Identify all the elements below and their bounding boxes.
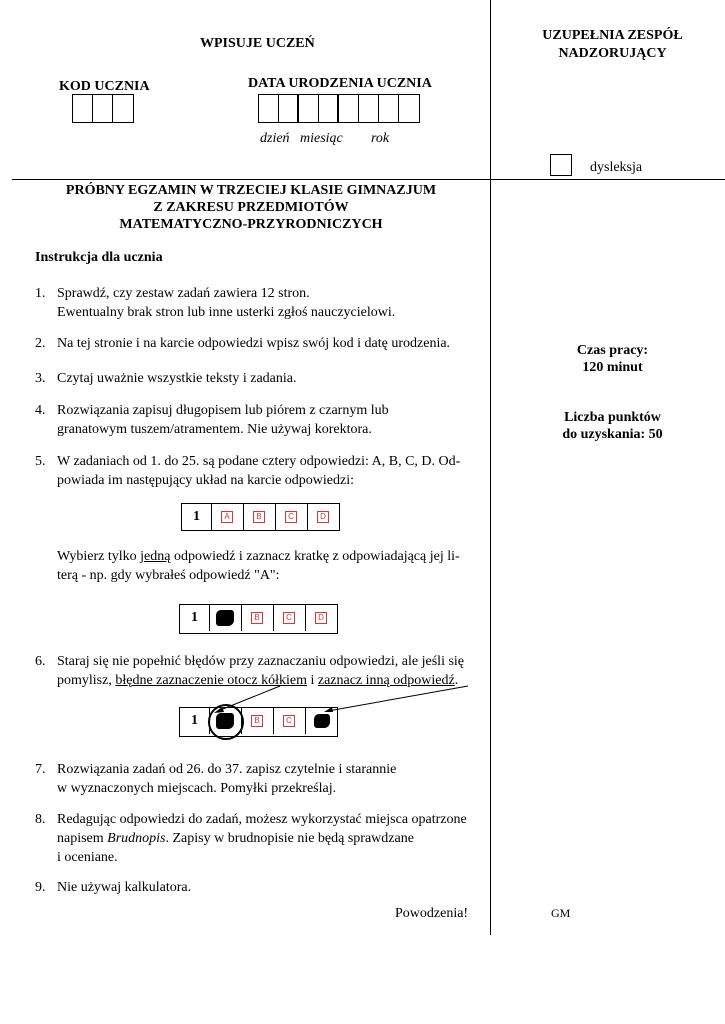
instruction-3: Czytaj uważnie wszystkie teksty i zadania. bbox=[57, 371, 297, 386]
item-number: 6. bbox=[35, 654, 46, 669]
dob-boxes[interactable] bbox=[258, 94, 420, 123]
instruction-6: Staraj się nie popełnić błędów przy zaznaczaniu odpowiedzi, ale jeśli się pomylisz, błędne zaznaczenie otocz kółkiem i zaznacz inną odpowiedź. bbox=[57, 654, 465, 688]
instruction-4: Rozwiązania zapisuj długopisem lub piórem z czarnym lub granatowym tuszem/atramentem. Nie używaj korektora. bbox=[57, 403, 389, 437]
instruction-5-choose: Wybierz tylko jedną odpowiedź i zaznacz kratkę z odpowiadającą jej li- terą - np. gdy wybrałeś odpowiedź "A": bbox=[57, 549, 460, 583]
student-section-label: WPISUJE UCZEŃ bbox=[200, 36, 315, 51]
time-value: 120 minut bbox=[582, 360, 643, 375]
points-label: Liczba punktów bbox=[564, 410, 661, 425]
dob-day-caption: dzień bbox=[260, 131, 290, 146]
dob-month-caption: miesiąc bbox=[300, 131, 343, 146]
answer-marked-example bbox=[179, 604, 338, 634]
item-number: 9. bbox=[35, 880, 46, 895]
item-number: 4. bbox=[35, 403, 46, 418]
item-number: 3. bbox=[35, 371, 46, 386]
answer-corrected-example bbox=[179, 707, 338, 737]
student-code-boxes[interactable] bbox=[72, 94, 134, 123]
instruction-9: Nie używaj kalkulatora. bbox=[57, 880, 192, 895]
option-c: C bbox=[283, 612, 295, 624]
instructions-heading: Instrukcja dla ucznia bbox=[35, 250, 163, 265]
option-b: B bbox=[253, 511, 265, 523]
closing-text: Powodzenia! bbox=[395, 906, 469, 921]
item-number: 2. bbox=[35, 336, 46, 351]
dyslexia-checkbox[interactable] bbox=[550, 154, 572, 176]
answer-layout-example bbox=[181, 503, 340, 531]
item-number: 5. bbox=[35, 454, 46, 469]
item-number: 1. bbox=[35, 286, 46, 301]
option-c: C bbox=[285, 511, 297, 523]
answer-number: 1 bbox=[180, 605, 210, 631]
instruction-5: W zadaniach od 1. do 25. są podane cztery odpowiedzi: A, B, C, D. Od- powiada im następujący układ na karcie odpowiedzi: bbox=[57, 454, 461, 488]
dob-label: DATA URODZENIA UCZNIA bbox=[248, 76, 432, 91]
option-c: C bbox=[283, 715, 295, 727]
answer-number: 1 bbox=[182, 504, 212, 530]
supervisor-label-1: UZUPEŁNIA ZESPÓŁ bbox=[542, 28, 683, 43]
dyslexia-label: dysleksja bbox=[590, 160, 643, 175]
time-label: Czas pracy: bbox=[576, 343, 649, 358]
student-code-label: KOD UCZNIA bbox=[59, 79, 150, 94]
supervisor-label-2: NADZORUJĄCY bbox=[558, 46, 667, 61]
option-a: A bbox=[221, 511, 233, 523]
option-b: B bbox=[251, 715, 263, 727]
instruction-7: Rozwiązania zadań od 26. do 37. zapisz czytelnie i starannie w wyznaczonych miejscach. Pomyłki przekreślaj. bbox=[57, 762, 397, 796]
dob-year-caption: rok bbox=[371, 131, 390, 146]
exam-title-3: MATEMATYCZNO-PRZYRODNICZYCH bbox=[119, 217, 383, 232]
item-number: 8. bbox=[35, 812, 46, 827]
exam-title-1: PRÓBNY EGZAMIN W TRZECIEJ KLASIE GIMNAZJUM bbox=[65, 183, 437, 198]
instruction-1: Sprawdź, czy zestaw zadań zawiera 12 stron. Ewentualny brak stron lub inne usterki zgłoś nauczycielowi. bbox=[57, 286, 396, 320]
instruction-2: Na tej stronie i na karcie odpowiedzi wpisz swój kod i datę urodzenia. bbox=[57, 336, 451, 351]
filled-mark bbox=[216, 713, 234, 729]
instruction-8: Redagując odpowiedzi do zadań, możesz wykorzystać miejsca opatrzone napisem Brudnopis. Zapisy w brudnopisie nie będą sprawdzane i oceniane. bbox=[57, 812, 467, 865]
exam-title-2: Z ZAKRESU PRZEDMIOTÓW bbox=[153, 200, 349, 215]
item-number: 7. bbox=[35, 762, 46, 777]
exam-code: GM bbox=[551, 906, 571, 920]
option-d: D bbox=[317, 511, 329, 523]
horizontal-divider bbox=[12, 179, 725, 180]
points-value: do uzyskania: 50 bbox=[562, 427, 663, 442]
filled-mark bbox=[314, 714, 330, 728]
answer-number: 1 bbox=[180, 708, 210, 734]
vertical-divider bbox=[490, 0, 491, 935]
option-d: D bbox=[315, 612, 327, 624]
option-b: B bbox=[251, 612, 263, 624]
filled-mark bbox=[216, 610, 234, 626]
